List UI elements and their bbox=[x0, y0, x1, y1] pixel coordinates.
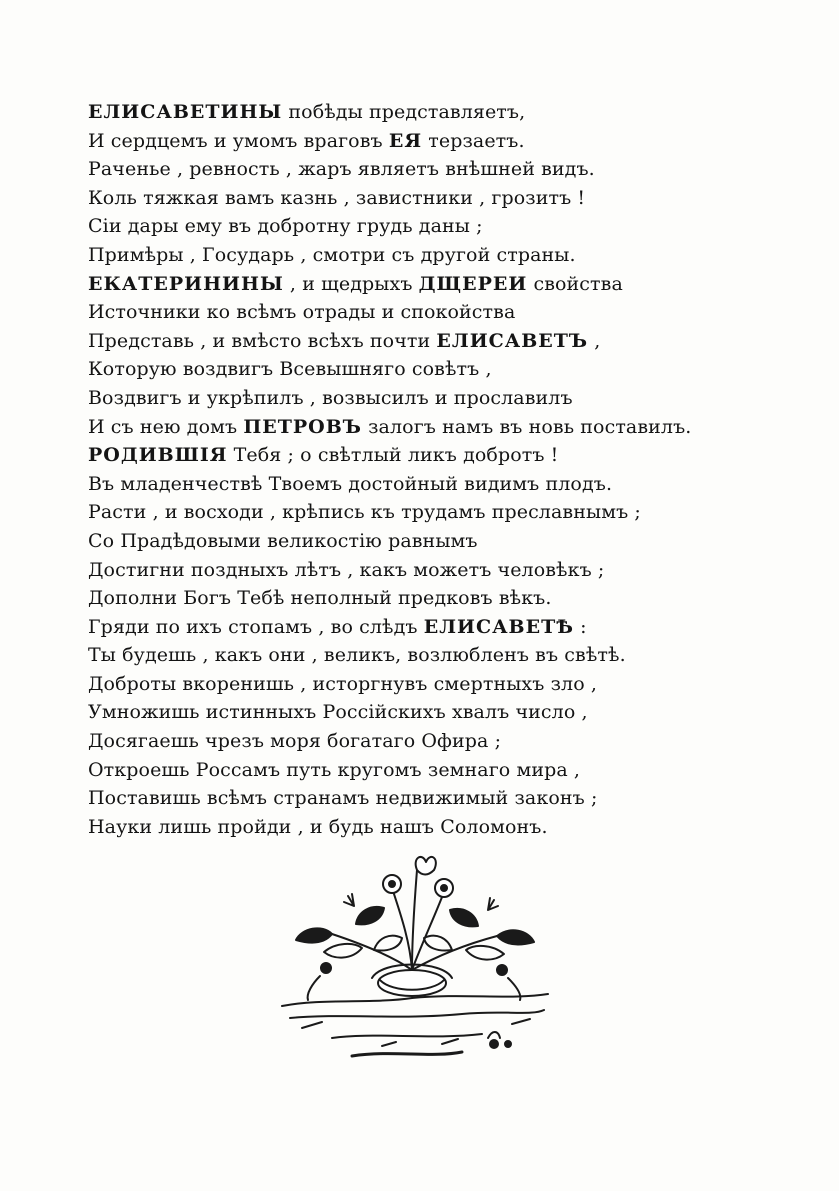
poem-text-run: Коль тяжкая вамъ казнь , завистники , грозитъ ! bbox=[88, 186, 586, 209]
poem-text-run: Умножишь истинныхъ Россійскихъ хвалъ число , bbox=[88, 701, 588, 724]
poem-line bbox=[88, 327, 728, 356]
poem-name-caps: ЕЛИСАВЕТЪ bbox=[436, 329, 589, 352]
poem-name-caps: ЕЛИСАВЕТИНЫ bbox=[88, 101, 283, 123]
poem-text-run: , и щедрыхъ bbox=[283, 272, 419, 295]
poem-line bbox=[88, 784, 728, 813]
poem-text-run: Досягаешь чрезъ моря богатаго Офира ; bbox=[88, 730, 502, 753]
poem-name-caps: ЕКАТЕРИНИНЫ bbox=[88, 272, 284, 295]
poem-line bbox=[88, 527, 728, 556]
poem-text-run: Достигни поздныхъ лѣтъ , какъ можетъ человѣкъ ; bbox=[88, 558, 605, 581]
poem-line bbox=[88, 127, 728, 156]
poem-name-caps: ЕЯ bbox=[388, 129, 423, 152]
poem-line bbox=[88, 698, 728, 727]
poem-text-run: Которую воздвигъ Всевышняго совѣтъ , bbox=[88, 358, 492, 381]
poem-line bbox=[88, 298, 728, 327]
poem-line bbox=[88, 270, 728, 299]
poem-line bbox=[88, 184, 728, 213]
poem-line bbox=[88, 670, 728, 699]
poem-text-run: Примѣры , Государь , смотри съ другой страны. bbox=[88, 243, 576, 266]
poem-text-run: Сіи дары ему въ добротну грудь даны ; bbox=[88, 215, 483, 238]
poem-line bbox=[88, 384, 728, 413]
poem-line bbox=[88, 556, 728, 585]
poem-line bbox=[88, 727, 728, 756]
poem-text-run: Со Прадѣдовыми великостію равнымъ bbox=[88, 529, 478, 552]
poem-text-run: Дополни Богъ Тебѣ неполный предковъ вѣкъ. bbox=[88, 587, 552, 610]
poem-name-caps: ДЩЕРЕИ bbox=[418, 272, 528, 295]
poem-name-caps: ЕЛИСАВЕТѢ bbox=[423, 615, 574, 638]
poem-line bbox=[88, 98, 728, 127]
poem-text-run: побѣды представляетъ, bbox=[282, 101, 526, 123]
poem-text-run: Доброты вкоренишь , исторгнувъ смертныхъ зло , bbox=[88, 672, 598, 695]
poem-line bbox=[88, 613, 728, 642]
poem-text-run: Раченье , ревность , жаръ являетъ внѣшней видъ. bbox=[88, 158, 595, 181]
poem-text-run: свойства bbox=[527, 272, 623, 295]
poem-text-run: Откроешь Россамъ путь кругомъ земнаго мира , bbox=[88, 758, 581, 781]
poem-text-run: Науки лишь пройди , и будь нашъ Соломонъ. bbox=[88, 815, 548, 838]
poem-text-run: , bbox=[588, 329, 601, 352]
poem-text-run: Поставишь всѣмъ странамъ недвижимый законъ ; bbox=[88, 787, 598, 810]
poem-text-run: терзаетъ. bbox=[422, 129, 525, 152]
poem-line bbox=[88, 813, 728, 842]
poem-text-run: И съ нею домъ bbox=[88, 415, 244, 438]
poem-text-run: залогъ намъ въ новь поставилъ. bbox=[361, 415, 692, 438]
poem-text-run: Тебя ; о свѣтлый ликъ добротъ ! bbox=[227, 444, 559, 467]
poem-text-run: Воздвигъ и укрѣпилъ , возвысилъ и прославилъ bbox=[88, 386, 573, 409]
poem-line bbox=[88, 441, 728, 470]
poem-text-run: Въ младенчествѣ Твоемъ достойный видимъ плодъ. bbox=[88, 472, 613, 495]
poem-text-run: Гряди по ихъ стопамъ , во слѣдъ bbox=[88, 615, 424, 638]
poem-line bbox=[88, 756, 728, 785]
poem-line bbox=[88, 470, 728, 499]
poem-text-run: Источники ко всѣмъ отрады и спокойства bbox=[88, 301, 516, 324]
poem-line bbox=[88, 584, 728, 613]
floral-vignette bbox=[262, 848, 562, 1078]
poem-line bbox=[88, 155, 728, 184]
poem-text-run: И сердцемъ и умомъ враговъ bbox=[88, 129, 389, 152]
poem-line bbox=[88, 498, 728, 527]
poem-line bbox=[88, 641, 728, 670]
poem-text-run: Ты будешь , какъ они , великъ, возлюбленъ въ свѣтѣ. bbox=[88, 644, 626, 667]
poem-text bbox=[88, 98, 728, 841]
poem-line bbox=[88, 241, 728, 270]
poem-text-run: Расти , и восходи , крѣпись къ трудамъ преславнымъ ; bbox=[88, 501, 641, 524]
poem-name-caps: РОДИВШІЯ bbox=[88, 444, 228, 467]
poem-line bbox=[88, 355, 728, 384]
poem-name-caps: ПЕТРОВЪ bbox=[243, 415, 362, 438]
poem-line bbox=[88, 413, 728, 442]
poem-line bbox=[88, 212, 728, 241]
poem-text-run: : bbox=[573, 615, 587, 638]
poem-text-run: Представь , и вмѣсто всѣхъ почти bbox=[88, 329, 437, 352]
